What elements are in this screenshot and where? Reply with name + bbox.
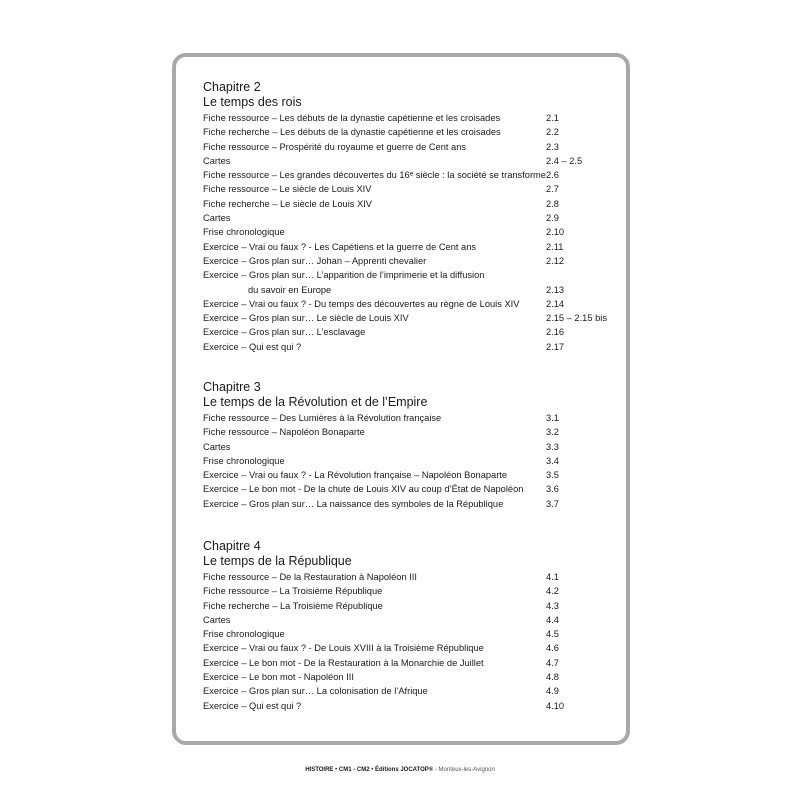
toc-entry-title: Exercice – Qui est qui ?: [203, 700, 302, 711]
toc-entry-title: Fiche recherche – Le siècle de Louis XIV: [203, 198, 372, 209]
toc-entry-title: Exercice – Gros plan sur… Le siècle de Louis XIV: [203, 313, 409, 324]
toc-entry: [203, 225, 623, 239]
toc-entry-title: Fiche ressource – Les débuts de la dynastie capétienne et les croisades: [203, 113, 501, 123]
toc-entry-title: Cartes: [203, 213, 231, 224]
chapter-title: Le temps des rois: [203, 95, 302, 109]
toc-entry: [203, 425, 623, 439]
toc-entry-title: Cartes: [203, 155, 231, 166]
toc-entry-title: Frise chronologique: [203, 227, 285, 238]
toc-entry: [203, 497, 623, 511]
toc-entry-title: Exercice – Vrai ou faux ? - Les Capétiens et la guerre de Cent ans: [203, 241, 477, 252]
toc-entry-ref: 3.6: [546, 484, 559, 495]
toc-entry-title: Cartes: [203, 614, 231, 625]
toc-entry-ref: 2.2: [546, 127, 559, 138]
toc-entry-ref: 4.9: [546, 686, 559, 697]
toc-entry-title: Exercice – Vrai ou faux ? - De Louis XVIII à la Troisième République: [203, 643, 484, 654]
toc-entry: [203, 684, 623, 698]
toc-entry-ref: 3.1: [546, 413, 559, 423]
toc-entry-ref: 2.6: [546, 170, 559, 181]
footer-separator: •: [371, 767, 374, 773]
toc-entry-ref: 3.3: [546, 441, 559, 452]
toc-entry: [203, 154, 623, 168]
toc-entry: [203, 240, 623, 254]
toc-entry-ref: 3.4: [546, 455, 559, 466]
chapter-2-section: [203, 80, 623, 354]
toc-entry-title: Exercice – Vrai ou faux ? - La Révolution française – Napoléon Bonaparte: [203, 470, 508, 481]
toc-entry-ref: 2.12: [546, 255, 565, 266]
toc-entry-ref: 2.4 – 2.5: [546, 155, 583, 166]
chapter-entries: [203, 111, 623, 354]
toc-entry: [203, 211, 623, 225]
chapter-number: Chapitre 2: [203, 80, 261, 94]
toc-entry-title: du savoir en Europe: [248, 284, 332, 295]
toc-entry: [203, 627, 623, 641]
toc-entry-title: Exercice – Le bon mot - Napoléon III: [203, 672, 354, 683]
footer-separator: •: [335, 767, 338, 773]
chapter-title: Le temps de la Révolution et de l’Empire: [203, 395, 428, 409]
toc-entry-title: Fiche ressource – De la Restauration à Napoléon III: [203, 572, 417, 582]
toc-entry-title: Exercice – Vrai ou faux ? - Du temps des découvertes au règne de Louis XIV: [203, 298, 520, 309]
toc-entry: [203, 482, 623, 496]
toc-entry-title: Fiche ressource – La Troisième République: [203, 586, 383, 597]
toc-entry-title: Frise chronologique: [203, 629, 285, 640]
toc-entry-ref: 2.15 – 2.15 bis: [546, 313, 607, 324]
chapter-3-section: [203, 380, 623, 511]
chapter-entries: [203, 570, 623, 713]
toc-entry: [203, 641, 623, 655]
toc-entry: [203, 197, 623, 211]
toc-entry-ref: 4.10: [546, 700, 565, 711]
toc-entry: [203, 584, 623, 598]
toc-entry-title: Fiche ressource – Des Lumières à la Révolution française: [203, 413, 442, 423]
chapter-4-section: [203, 539, 623, 713]
toc-entry: [203, 254, 623, 268]
toc-entry-ref: 4.8: [546, 672, 559, 683]
toc-entry: [203, 599, 623, 613]
toc-entry-title: Fiche ressource – Le siècle de Louis XIV: [203, 184, 372, 195]
toc-entry-ref: 2.17: [546, 341, 565, 352]
toc-entry-title: Exercice – Le bon mot - De la chute de Louis XIV au coup d’État de Napoléon: [203, 484, 524, 495]
toc-entry: [203, 656, 623, 670]
toc-entry-ref: 2.10: [546, 227, 565, 238]
toc-entry: [203, 283, 623, 297]
toc-entry-title: Fiche recherche – La Troisième République: [203, 600, 383, 611]
chapter-title: Le temps de la République: [203, 554, 352, 568]
toc-entry-ref: 2.3: [546, 141, 559, 152]
toc-entry-ref: 2.13: [546, 284, 565, 295]
toc-entry-ref: 3.7: [546, 498, 559, 509]
toc-entry-ref: 3.2: [546, 427, 559, 438]
toc-entry-title: Exercice – Gros plan sur… Johan – Apprenti chevalier: [203, 255, 427, 266]
toc-entry: [203, 468, 623, 482]
toc-entry-ref: 4.7: [546, 657, 559, 668]
toc-entry-ref: 2.8: [546, 198, 559, 209]
toc-entry-ref: 2.7: [546, 184, 559, 195]
toc-entry-title: Exercice – Gros plan sur… L’esclavage: [203, 327, 366, 338]
toc-entry: [203, 613, 623, 627]
chapter-entries: [203, 411, 623, 511]
toc-entry-ref: 4.5: [546, 629, 559, 640]
toc-entry-ref: 3.5: [546, 470, 559, 481]
toc-entry-ref: 4.2: [546, 586, 559, 597]
toc-entry-title: Exercice – Gros plan sur… L’apparition de l’imprimerie et la diffusion: [203, 270, 485, 281]
toc-entry-title: Exercice – Gros plan sur… La naissance des symboles de la République: [203, 498, 504, 509]
footer-level: CM1 - CM2: [338, 767, 370, 773]
toc-entry: [203, 182, 623, 196]
toc-entry: [203, 670, 623, 684]
toc-entry-ref: 2.9: [546, 213, 559, 224]
toc-entry: [203, 111, 623, 125]
toc-entry-title: Fiche ressource – Prospérité du royaume et guerre de Cent ans: [203, 141, 467, 152]
toc-entry-ref: 2.14: [546, 298, 565, 309]
toc-entry-title: Frise chronologique: [203, 455, 285, 466]
toc-entry-ref: 4.3: [546, 600, 559, 611]
toc-entry-title: Exercice – Qui est qui ?: [203, 341, 302, 352]
toc-entry-ref: 2.1: [546, 113, 559, 123]
toc-entry: [203, 570, 623, 584]
toc-entry: [203, 125, 623, 139]
toc-entry-title: Fiche recherche – Les débuts de la dynastie capétienne et les croisades: [203, 127, 501, 138]
toc-entry: [203, 699, 623, 713]
toc-entry: [203, 268, 623, 282]
toc-entry: [203, 140, 623, 154]
toc-entry-title: Fiche ressource – Napoléon Bonaparte: [203, 427, 365, 438]
toc-entry-title: Exercice – Gros plan sur… La colonisation de l’Afrique: [203, 686, 428, 697]
footer-location: - Monteux-les-Avignon: [434, 767, 495, 773]
page-footer: [0, 766, 800, 774]
toc-entry-ref: 4.6: [546, 643, 559, 654]
toc-entry: [203, 454, 623, 468]
toc-entry-title: Cartes: [203, 441, 231, 452]
toc-entry: [203, 411, 623, 425]
toc-entry: [203, 440, 623, 454]
toc-entry: [203, 311, 623, 325]
footer-publisher: Éditions JOCATOP®: [375, 767, 434, 773]
toc-entry: [203, 168, 623, 182]
toc-entry-title: Fiche ressource – Les grandes découvertes du 16ᵉ siècle : la société se transforme: [203, 170, 546, 181]
footer-subject: HISTOIRE: [305, 767, 334, 773]
toc-entry-ref: 4.1: [546, 572, 559, 582]
toc-entry-ref: 2.16: [546, 327, 565, 338]
chapter-number: Chapitre 3: [203, 380, 261, 394]
toc-entry: [203, 297, 623, 311]
toc-entry: [203, 340, 623, 354]
toc-entry-title: Exercice – Le bon mot - De la Restauration à la Monarchie de Juillet: [203, 657, 484, 668]
chapter-number: Chapitre 4: [203, 539, 261, 553]
toc-entry: [203, 325, 623, 339]
toc-entry-ref: 2.11: [546, 241, 564, 252]
toc-entry-ref: 4.4: [546, 614, 559, 625]
